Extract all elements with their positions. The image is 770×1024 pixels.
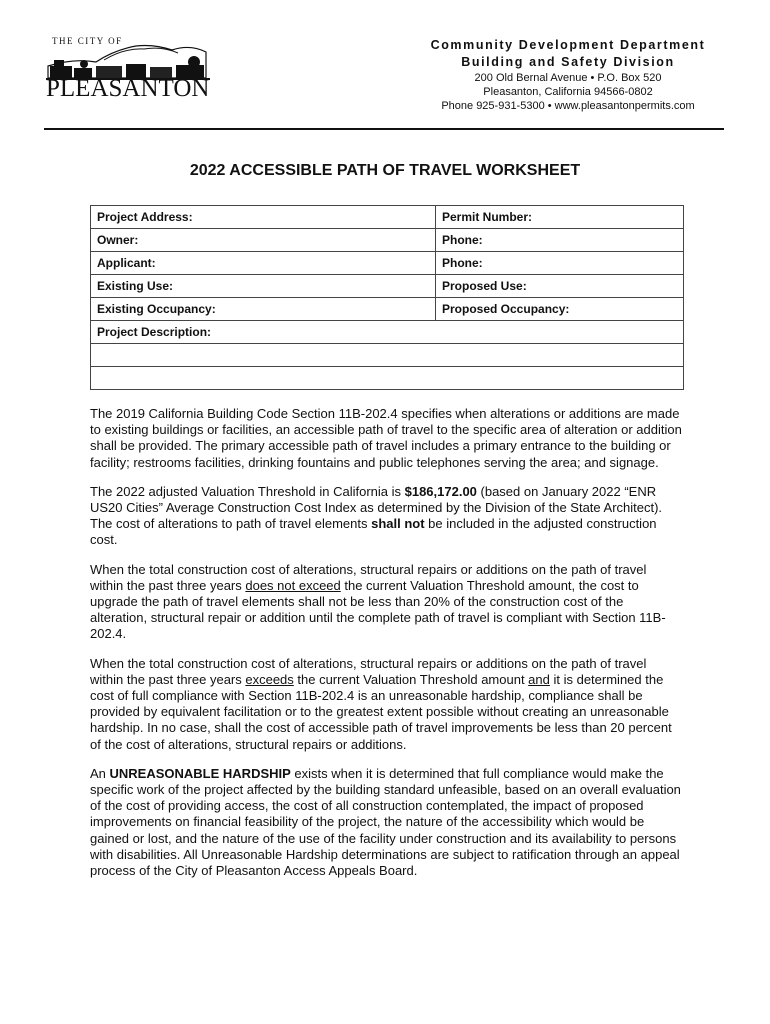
division-name: Building and Safety Division — [461, 55, 675, 69]
proposed-use-field[interactable]: Proposed Use: — [436, 275, 684, 298]
project-address-field[interactable]: Project Address: — [91, 206, 436, 229]
header-divider — [44, 128, 724, 130]
worksheet-body — [90, 406, 682, 892]
paragraph-valuation-threshold: The 2022 adjusted Valuation Threshold in California is $186,172.00 (based on January 2022 “ENR US20 Cities” Average Construction Cost Index as determined by the Division of the State Architect). The cost of alterations to path of travel elements shall not be included in the adjusted construction cost. — [90, 483, 663, 548]
threshold-amount: $186,172.00 — [404, 483, 477, 499]
contact-line: Phone 925-931-5300 • www.pleasantonpermits.com — [441, 100, 695, 112]
permit-number-field[interactable]: Permit Number: — [436, 206, 684, 229]
form-row — [91, 298, 684, 321]
existing-use-field[interactable]: Existing Use: — [91, 275, 436, 298]
city-logo — [44, 36, 214, 106]
project-description-line-1[interactable] — [91, 344, 684, 367]
paragraph-code-section: The 2019 California Building Code Section 11B-202.4 specifies when alterations or additions are made to existing buildings or facilities, an accessible path of travel to the specific area of alteration or addition shall be provided. The primary accessible path of travel includes a primary entrance to the building or facility; restrooms facilities, drinking fountains and public telephones serving the area; and signage. — [90, 406, 682, 470]
address-line-2: Pleasanton, California 94566-0802 — [483, 86, 653, 98]
paragraph-above-threshold: When the total construction cost of alterations, structural repairs or additions on the path of travel within the past three years exceeds the current Valuation Threshold amount and it is determined the cost of full compliance with Section 11B-202.4 is an unreasonable hardship, compliance shall be provided by equivalent facilitation or to the greatest extent possible without creating an unreasonable hardship. In no case, shall the cost of accessible path of travel improvements be less than 20 percent of the cost of alterations, structural repairs or additions. — [90, 655, 672, 752]
form-row — [91, 206, 684, 229]
project-description-line-2[interactable] — [91, 367, 684, 390]
form-row — [91, 344, 684, 367]
project-info-form — [90, 205, 684, 390]
paragraph-below-threshold: When the total construction cost of alterations, structural repairs or additions on the path of travel within the past three years does not exceed the current Valuation Threshold amount, the cost to upgrade the path of travel elements shall not be less than 20% of the construction cost of the alteration, structural repair or addition until the complete path of travel is compliant with Section 11B-202.4. — [90, 561, 666, 642]
proposed-occupancy-field[interactable]: Proposed Occupancy: — [436, 298, 684, 321]
form-row — [91, 252, 684, 275]
form-row — [91, 321, 684, 344]
logo-city-line: THE CITY OF — [52, 36, 123, 46]
applicant-phone-field[interactable]: Phone: — [436, 252, 684, 275]
form-row — [91, 367, 684, 390]
paragraph-unreasonable-hardship: An UNREASONABLE HARDSHIP exists when it is determined that full compliance would make the specific work of the project affected by the building standard unfeasible, based on an overall evaluation of the cost of providing access, the cost of all construction contemplated, the impact of proposed improvements on financial feasibility of the project, the nature of the accessibility which would be gained or lost, and the nature of the use of the facility under construction and its availability to persons with disabilities. All Unreasonable Hardship determinations are subject to ratification through an appeal process of the City of Pleasanton Access Appeals Board. — [90, 765, 681, 879]
department-header — [418, 37, 718, 113]
form-row — [91, 275, 684, 298]
existing-occupancy-field[interactable]: Existing Occupancy: — [91, 298, 436, 321]
form-row — [91, 229, 684, 252]
applicant-field[interactable]: Applicant: — [91, 252, 436, 275]
address-line-1: 200 Old Bernal Avenue • P.O. Box 520 — [474, 72, 662, 84]
department-name: Community Development Department — [430, 38, 706, 52]
logo-name: PLEASANTON — [46, 75, 210, 102]
owner-phone-field[interactable]: Phone: — [436, 229, 684, 252]
document-title: 2022 ACCESSIBLE PATH OF TRAVEL WORKSHEET — [189, 162, 581, 179]
owner-field[interactable]: Owner: — [91, 229, 436, 252]
project-description-label: Project Description: — [91, 321, 684, 344]
